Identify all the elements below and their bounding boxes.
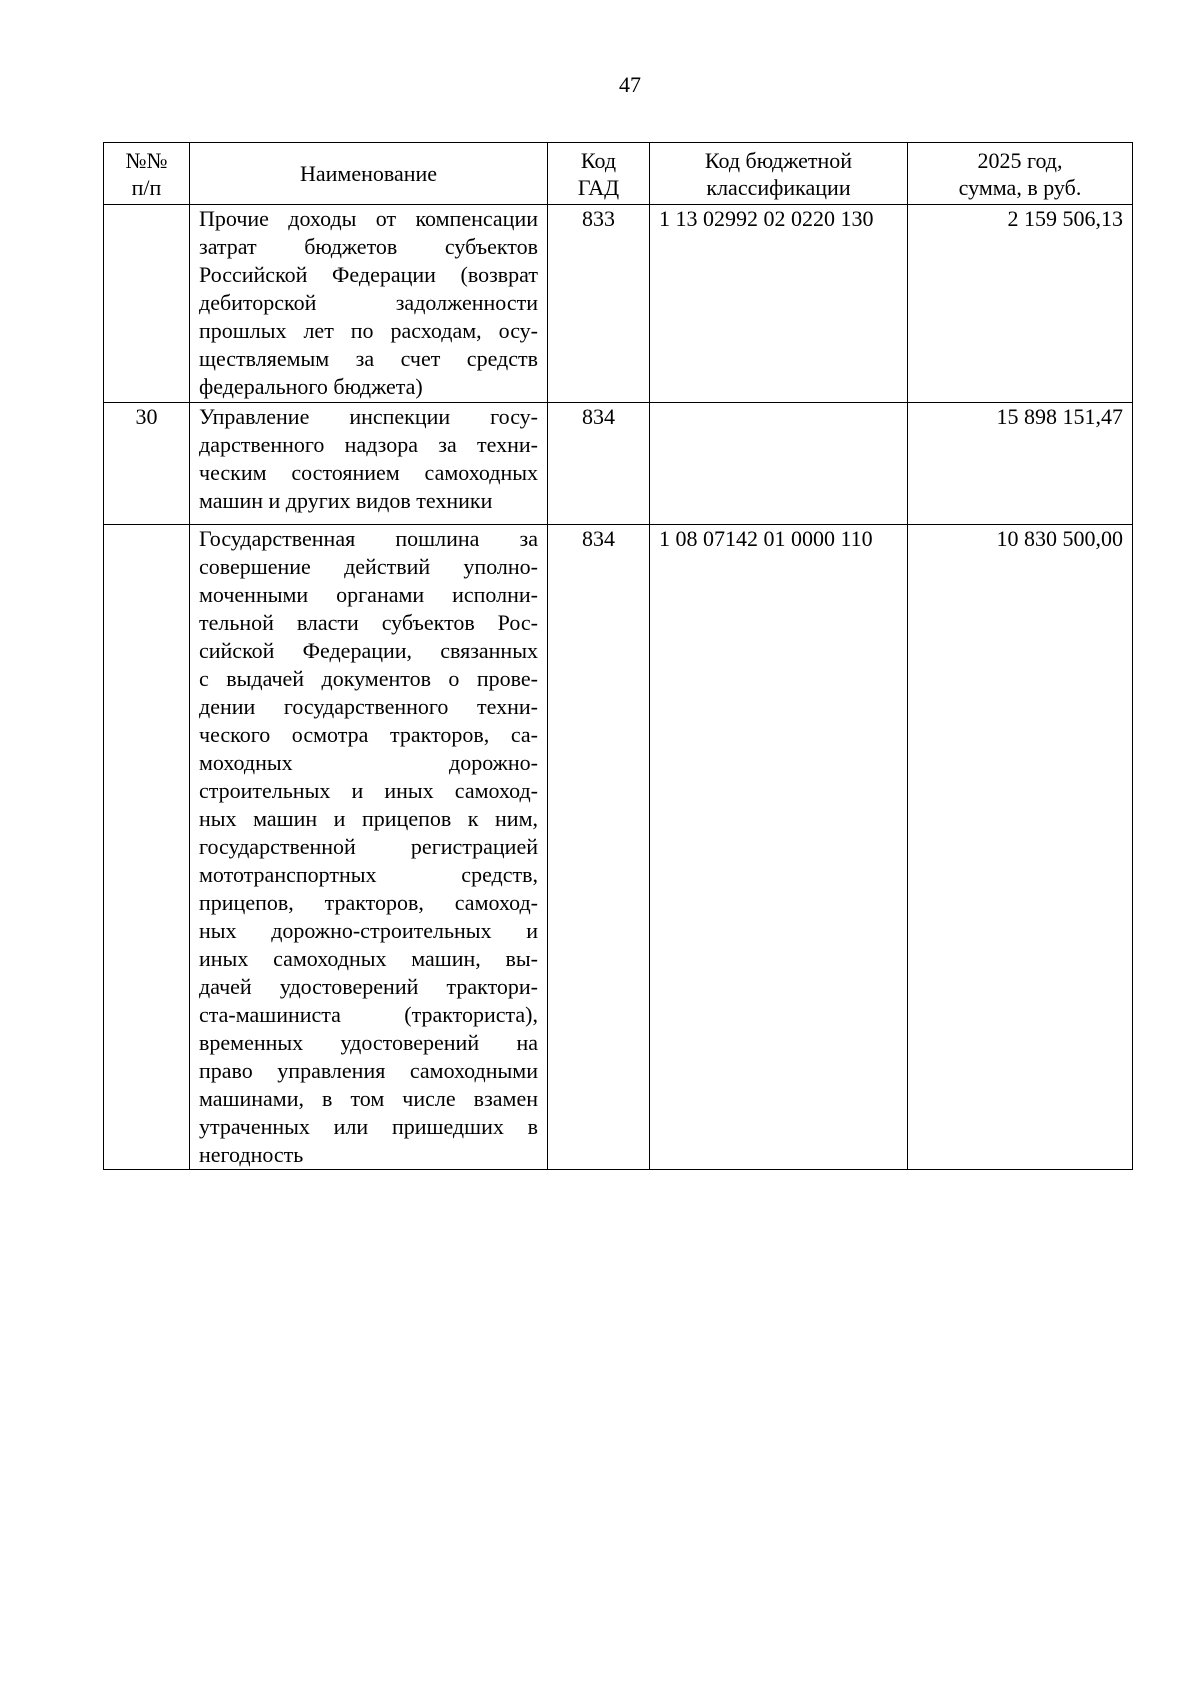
header-num-line1: №№ (125, 147, 168, 173)
table-row (104, 403, 1133, 525)
row-name-line: Российской Федерации (возврат (199, 262, 538, 287)
row-name-line: ческого осмотра тракторов, са- (199, 722, 538, 747)
row-name-line: временных удостоверений на (199, 1030, 538, 1055)
row-name-line: федерального бюджета) (199, 374, 423, 399)
row-name-line: машин и других видов техники (199, 488, 493, 513)
row-name-line: дачей удостоверений трактори- (199, 974, 538, 999)
row-name-line: сийской Федерации, связанных (199, 638, 538, 663)
header-kbk (650, 143, 908, 205)
row-name-line: ста-машиниста (тракториста), (199, 1002, 538, 1027)
row-name-line: прошлых лет по расходам, осу- (199, 318, 538, 343)
row-name-line: ных машин и прицепов к ним, (199, 806, 538, 831)
row-name-line: строительных и иных самоход- (199, 778, 538, 803)
row-name-line: дебиторской задолженности (199, 290, 538, 315)
row-name-line: совершение действий уполно- (199, 554, 538, 579)
row-name-line: иных самоходных машин, вы- (199, 946, 538, 971)
row-name-line: ческим состоянием самоходных (199, 460, 538, 485)
row-name-line: Управление инспекции госу- (199, 404, 538, 429)
row-name-line: дении государственного техни- (199, 694, 538, 719)
header-name: Наименование (190, 143, 548, 205)
row-kbk (650, 403, 908, 525)
row-name-line: государственной регистрацией (199, 834, 538, 859)
row-kbk: 1 08 07142 01 0000 110 (650, 525, 908, 1170)
header-sum (908, 143, 1133, 205)
row-name-line: с выдачей документов о прове- (199, 666, 538, 691)
header-sum-line2: сумма, в руб. (958, 174, 1082, 200)
row-sum: 10 830 500,00 (908, 525, 1133, 1170)
header-sum-line1: 2025 год, (977, 147, 1063, 173)
row-gad: 834 (548, 403, 650, 525)
row-num (104, 525, 190, 1170)
row-gad: 834 (548, 525, 650, 1170)
budget-revenue-table (103, 142, 1133, 1170)
table-row (104, 205, 1133, 403)
row-name-line: машинами, в том числе взамен (199, 1086, 538, 1111)
row-name-line: мототранспортных средств, (199, 862, 538, 887)
row-name-line: Прочие доходы от компенсации (199, 206, 538, 231)
row-sum: 15 898 151,47 (908, 403, 1133, 525)
row-name-line: утраченных или пришедших в (199, 1114, 538, 1139)
header-kbk-line1: Код бюджетной (704, 147, 853, 173)
row-name-line: дарственного надзора за техни- (199, 432, 538, 457)
row-name-line: прицепов, тракторов, самоход- (199, 890, 538, 915)
header-gad-line1: Код (580, 147, 617, 173)
row-name-line: право управления самоходными (199, 1058, 538, 1083)
row-name-line: затрат бюджетов субъектов (199, 234, 538, 259)
row-name-line: тельной власти субъектов Рос- (199, 610, 538, 635)
page-number: 47 (619, 72, 641, 97)
row-name (190, 205, 548, 403)
row-name (190, 403, 548, 525)
row-name-line: негодность (199, 1142, 304, 1167)
row-kbk: 1 13 02992 02 0220 130 (650, 205, 908, 403)
row-name-line: моходных дорожно- (199, 750, 538, 775)
row-sum: 2 159 506,13 (908, 205, 1133, 403)
table-row (104, 525, 1133, 1170)
row-num (104, 205, 190, 403)
row-name-line: ных дорожно-строительных и (199, 918, 538, 943)
row-name-line: Государственная пошлина за (199, 526, 538, 551)
row-name-line: моченными органами исполни- (199, 582, 538, 607)
row-gad: 833 (548, 205, 650, 403)
header-num-line2: п/п (131, 174, 162, 200)
header-num (104, 143, 190, 205)
row-name (190, 525, 548, 1170)
header-gad (548, 143, 650, 205)
table-body (104, 205, 1133, 1170)
header-kbk-line2: классификации (706, 174, 851, 200)
row-num: 30 (104, 403, 190, 525)
header-gad-line2: ГАД (577, 174, 620, 200)
table-header-row (104, 143, 1133, 205)
row-name-line: ществляемым за счет средств (199, 346, 538, 371)
